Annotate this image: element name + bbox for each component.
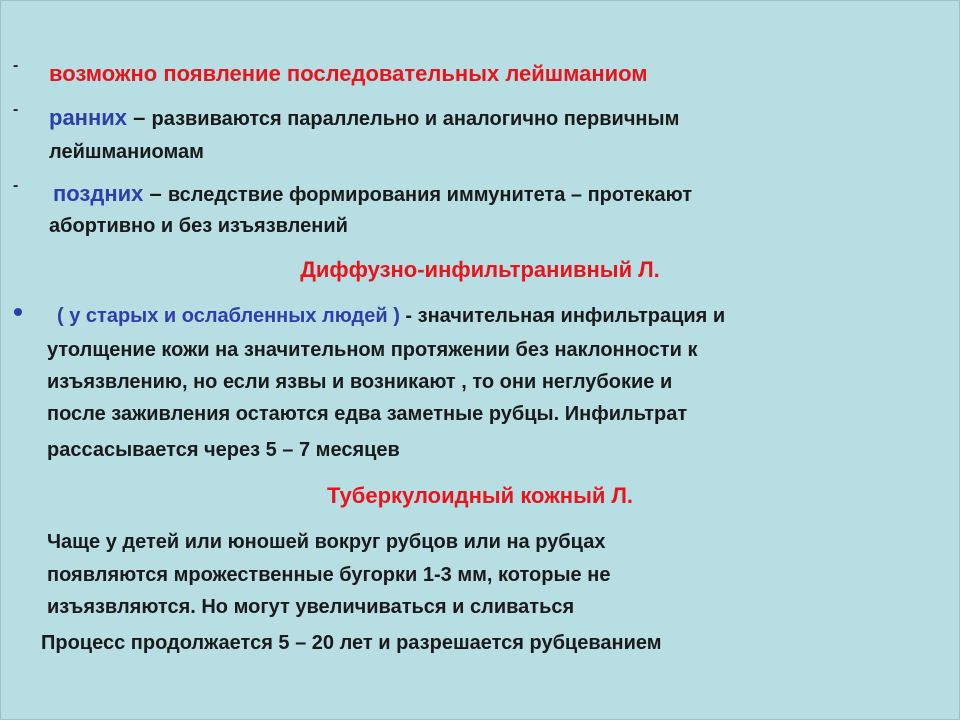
dash-marker: - <box>13 101 19 118</box>
patient-group: ( у старых и ослабленных людей ) <box>57 305 400 327</box>
item-diffuse-description <box>57 305 725 328</box>
item-early <box>49 105 679 131</box>
late-description: вследствие формирования иммунитета – протекают <box>167 184 693 206</box>
item-late <box>53 181 692 207</box>
tuberculoid-text-2: появляются мрожественные бугорки 1-3 мм, которые не <box>47 564 611 586</box>
tuberculoid-text-3: изъязвляются. Но могут увеличиваться и сливаться <box>47 596 575 618</box>
diffuse-text-4: после заживления остаются едва заметные рубцы. Инфильтрат <box>47 403 688 425</box>
early-description-cont: лейшманиомам <box>49 141 204 163</box>
dash-marker: - <box>13 177 19 194</box>
em-dash: – <box>143 181 168 206</box>
dash-marker: - <box>13 57 19 74</box>
term-late: поздних <box>53 181 144 206</box>
diffuse-text-1: - значительная инфильтрация и <box>399 305 726 327</box>
heading-diffuse-infiltrative: Диффузно-инфильтранивный Л. <box>300 257 660 282</box>
heading-tuberculoid: Туберкулоидный кожный Л. <box>326 483 634 508</box>
bullet-icon <box>14 308 22 316</box>
em-dash: – <box>127 105 152 130</box>
process-duration: Процесс продолжается 5 – 20 лет и разрешается рубцеванием <box>41 632 662 654</box>
tuberculoid-text-1: Чаще у детей или юношей вокруг рубцов или на рубцах <box>47 531 606 553</box>
diffuse-text-3: изъязвлению, но если язвы и возникают , то они неглубокие и <box>47 371 673 393</box>
late-description-cont: абортивно и без изъязвлений <box>49 215 348 237</box>
term-early: ранних <box>49 105 128 130</box>
item-sequential-leishmaniomas: возможно появление последовательных лейшманиом <box>49 61 648 86</box>
diffuse-text-5: рассасывается через 5 – 7 месяцев <box>47 439 400 461</box>
diffuse-text-2: утолщение кожи на значительном протяжении без наклонности к <box>47 339 698 361</box>
early-description: развиваются параллельно и аналогично первичным <box>151 108 680 130</box>
